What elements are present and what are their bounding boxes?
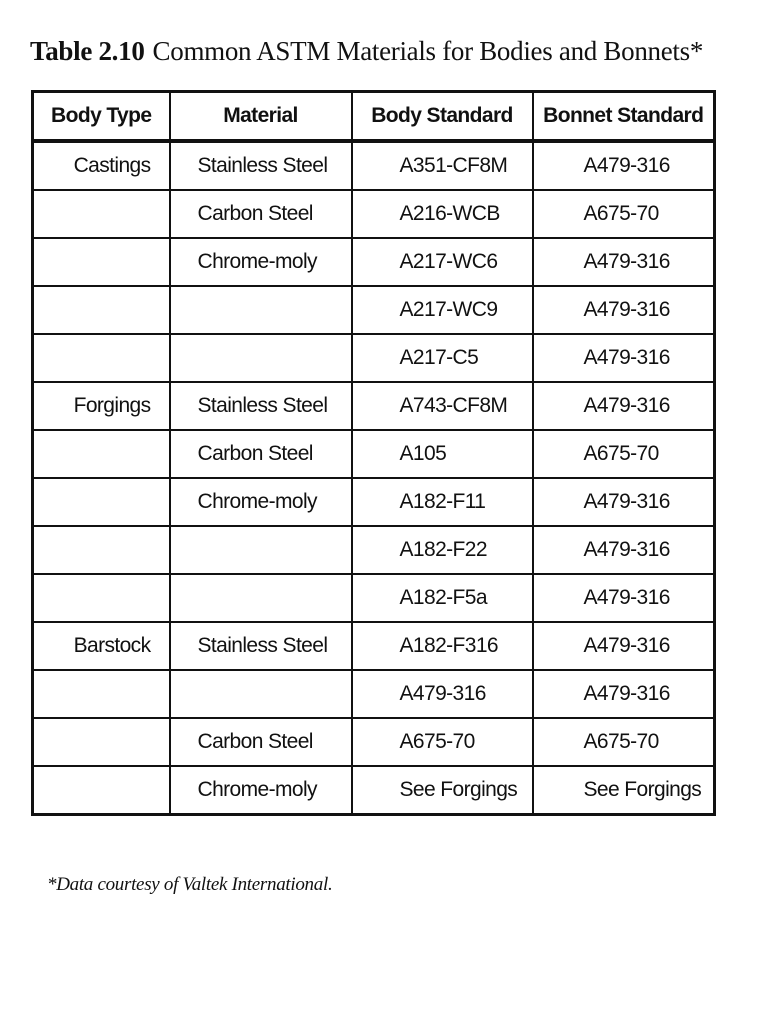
cell-body-type: Castings bbox=[33, 141, 170, 190]
cell-body-type bbox=[33, 526, 170, 574]
cell-bonnet-standard: A479-316 bbox=[533, 334, 715, 382]
cell-body-standard: A216-WCB bbox=[352, 190, 533, 238]
table-row bbox=[33, 430, 715, 478]
cell-body-standard: A217-WC9 bbox=[352, 286, 533, 334]
table-caption bbox=[30, 36, 703, 67]
cell-material: Stainless Steel bbox=[170, 141, 352, 190]
cell-body-type bbox=[33, 430, 170, 478]
cell-body-type bbox=[33, 238, 170, 286]
cell-material: Stainless Steel bbox=[170, 382, 352, 430]
footnote: *Data courtesy of Valtek International. bbox=[47, 874, 333, 895]
table-row bbox=[33, 718, 715, 766]
header-bonnet-standard: Bonnet Standard bbox=[533, 92, 715, 142]
table-row bbox=[33, 286, 715, 334]
table-row bbox=[33, 141, 715, 190]
table-row bbox=[33, 622, 715, 670]
cell-body-standard: A217-WC6 bbox=[352, 238, 533, 286]
cell-body-type: Barstock bbox=[33, 622, 170, 670]
table-row bbox=[33, 574, 715, 622]
cell-body-standard: A743-CF8M bbox=[352, 382, 533, 430]
cell-bonnet-standard: A479-316 bbox=[533, 478, 715, 526]
cell-bonnet-standard: A479-316 bbox=[533, 622, 715, 670]
cell-bonnet-standard: A479-316 bbox=[533, 286, 715, 334]
cell-body-standard: A182-F5a bbox=[352, 574, 533, 622]
table-row bbox=[33, 766, 715, 815]
cell-material bbox=[170, 286, 352, 334]
table-row bbox=[33, 478, 715, 526]
header-material: Material bbox=[170, 92, 352, 142]
cell-bonnet-standard: See Forgings bbox=[533, 766, 715, 815]
cell-body-standard: A105 bbox=[352, 430, 533, 478]
cell-body-type bbox=[33, 718, 170, 766]
cell-body-type bbox=[33, 574, 170, 622]
cell-material bbox=[170, 670, 352, 718]
cell-body-type bbox=[33, 286, 170, 334]
cell-body-standard: A182-F22 bbox=[352, 526, 533, 574]
materials-table bbox=[31, 90, 716, 816]
cell-material: Carbon Steel bbox=[170, 718, 352, 766]
cell-bonnet-standard: A675-70 bbox=[533, 190, 715, 238]
table-row bbox=[33, 382, 715, 430]
cell-bonnet-standard: A479-316 bbox=[533, 574, 715, 622]
cell-material bbox=[170, 526, 352, 574]
cell-body-standard: A182-F316 bbox=[352, 622, 533, 670]
header-row bbox=[33, 92, 715, 142]
cell-material: Carbon Steel bbox=[170, 430, 352, 478]
cell-material: Chrome-moly bbox=[170, 478, 352, 526]
cell-bonnet-standard: A479-316 bbox=[533, 670, 715, 718]
cell-bonnet-standard: A479-316 bbox=[533, 526, 715, 574]
cell-bonnet-standard: A675-70 bbox=[533, 718, 715, 766]
cell-body-standard: A479-316 bbox=[352, 670, 533, 718]
cell-material: Carbon Steel bbox=[170, 190, 352, 238]
table-row bbox=[33, 670, 715, 718]
cell-body-standard: See Forgings bbox=[352, 766, 533, 815]
cell-body-type bbox=[33, 190, 170, 238]
cell-bonnet-standard: A675-70 bbox=[533, 430, 715, 478]
table-row bbox=[33, 190, 715, 238]
cell-body-standard: A675-70 bbox=[352, 718, 533, 766]
cell-body-type bbox=[33, 766, 170, 815]
cell-material: Chrome-moly bbox=[170, 238, 352, 286]
cell-body-standard: A351-CF8M bbox=[352, 141, 533, 190]
cell-body-standard: A182-F11 bbox=[352, 478, 533, 526]
cell-body-type bbox=[33, 478, 170, 526]
table-row bbox=[33, 526, 715, 574]
cell-material: Chrome-moly bbox=[170, 766, 352, 815]
cell-material: Stainless Steel bbox=[170, 622, 352, 670]
cell-body-type bbox=[33, 334, 170, 382]
cell-bonnet-standard: A479-316 bbox=[533, 238, 715, 286]
cell-bonnet-standard: A479-316 bbox=[533, 382, 715, 430]
table-row bbox=[33, 238, 715, 286]
cell-material bbox=[170, 334, 352, 382]
table-title: Common ASTM Materials for Bodies and Bonnets* bbox=[152, 36, 704, 66]
cell-bonnet-standard: A479-316 bbox=[533, 141, 715, 190]
cell-material bbox=[170, 574, 352, 622]
cell-body-type bbox=[33, 670, 170, 718]
cell-body-type: Forgings bbox=[33, 382, 170, 430]
header-body-type: Body Type bbox=[33, 92, 170, 142]
table-number: Table 2.10 bbox=[30, 36, 145, 66]
cell-body-standard: A217-C5 bbox=[352, 334, 533, 382]
header-body-standard: Body Standard bbox=[352, 92, 533, 142]
table-body bbox=[33, 141, 715, 815]
table-row bbox=[33, 334, 715, 382]
